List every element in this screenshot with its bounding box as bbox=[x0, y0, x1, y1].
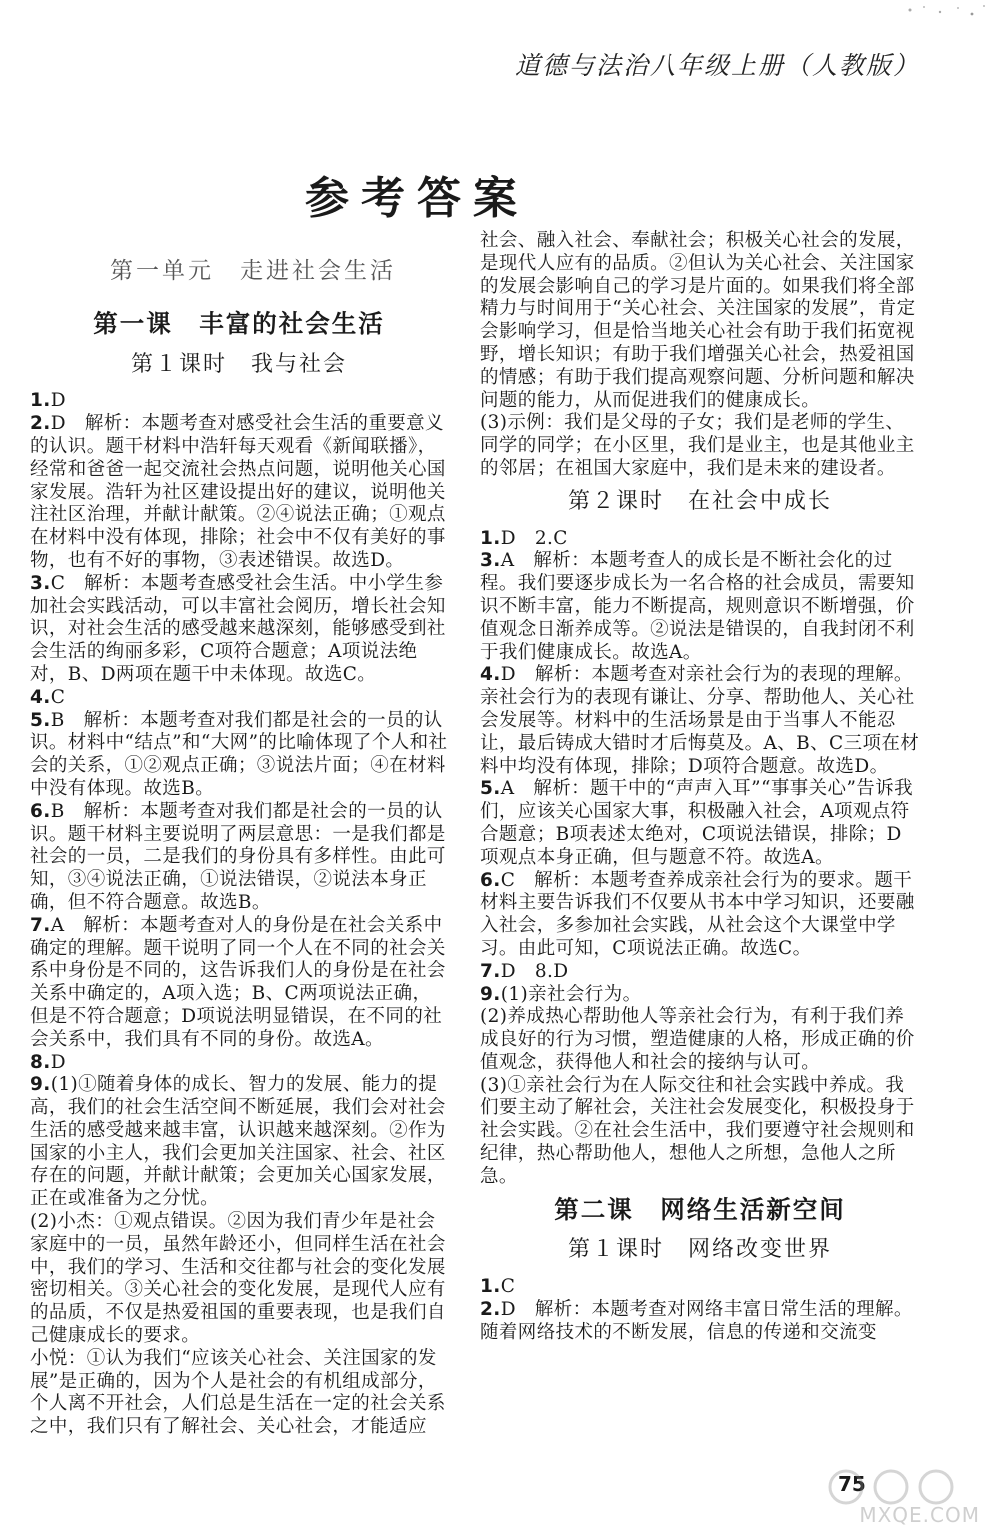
answer-number: 6. bbox=[480, 869, 501, 891]
answer-text: (1)亲社会行为。 bbox=[500, 983, 642, 1005]
answer-item bbox=[30, 687, 448, 710]
answer-number: 9. bbox=[480, 983, 501, 1005]
answer-number: 2. bbox=[30, 413, 51, 435]
answer-text: A 解析：本题考查人的成长是不断社会化的过程。我们要逐步成长为一名合格的社会成员，需要知识不断丰富，能力不断提高，规则意识不断增强，价值观念日渐养成等。②说法是错误的，自我封闭不利于我们健康成长。故选A。 bbox=[480, 550, 915, 663]
answer-paragraph: 小悦：①认为我们“应该关心社会、关注国家的发展”是正确的，因为个人是社会的有机组成部分，个人离不开社会，人们总是生活在一定的社会关系之中，我们只有了解社会、关心社会，才能适应 bbox=[30, 1347, 446, 1438]
answer-item bbox=[30, 710, 448, 801]
answer-item bbox=[30, 573, 448, 687]
answer-number: 3. bbox=[480, 550, 501, 572]
answer-text: (1)①随着身体的成长、智力的发展、能力的提高，我们的社会生活空间不断延展，我们会对社会生活的感受越来越丰富，认识越来越深刻。②作为国家的小主人，我们会更加关注国家、社会、社区存在的问题，并献计献策；会更加关心国家发展，正在或准备为之分忧。 bbox=[30, 1074, 446, 1210]
answer-text: D 解析：本题考查对亲社会行为的表现的理解。亲社会行为的表现有谦让、分享、帮助他人、关心社会发展等。材料中的生活场景是由于当事人不能忍让，最后铸成大错时才后悔莫及。A、B、C三项在材料中均没有体现，排除；D项符合题意。故选D。 bbox=[480, 664, 920, 777]
answer-item bbox=[30, 390, 448, 413]
answer-number: 6. bbox=[30, 800, 51, 822]
answer-text: C bbox=[500, 1276, 516, 1298]
answer-number: 5. bbox=[30, 709, 51, 731]
answer-text: A 解析：题干中的“声声入耳”“事事关心”告诉我们，应该关心国家大事，积极融入社会，A项观点符合题意；B项表述太绝对，C项说法错误，排除；D项观点本身正确，但与题意不符。故选A。 bbox=[480, 778, 913, 868]
answer-paragraph: (3)①亲社会行为在人际交往和社会实践中养成。我们要主动了解社会，关注社会发展变化，积极投身于社会实践。②在社会生活中，我们要遵守社会规则和纪律，热心帮助他人，想他人之所想，急他人之所急。 bbox=[480, 1074, 915, 1187]
answer-number: 1. bbox=[480, 527, 501, 549]
answer-text: D 解析：本题考查对网络丰富日常生活的理解。随着网络技术的不断发展，信息的传递和交流变 bbox=[480, 1299, 913, 1343]
scan-noise-decoration bbox=[900, 2, 990, 22]
answer-number: 4. bbox=[30, 686, 51, 708]
watermark-text: MXQE.COM bbox=[859, 1503, 980, 1527]
answer-number: 8. bbox=[30, 1051, 51, 1073]
page-number: 75 bbox=[838, 1472, 866, 1496]
answer-item bbox=[480, 778, 920, 869]
left-column bbox=[30, 250, 448, 1439]
answer-item bbox=[480, 1276, 920, 1299]
answer-number: 5. bbox=[480, 778, 501, 800]
answer-text: B 解析：本题考查对我们都是社会的一员的认识。题干材料主要说明了两层意思：一是我们都是社会的一员，二是我们的身份具有多样性。由此可知，③④说法正确，①说法错误，②说法本身正确，但不符合题意。故选B。 bbox=[30, 800, 446, 913]
answer-item bbox=[480, 984, 920, 1007]
book-header-title: 道德与法治八年级上册（人教版） bbox=[514, 51, 920, 80]
answer-item bbox=[30, 801, 448, 915]
lesson-title: 第一课 丰富的社会生活 bbox=[93, 308, 385, 338]
answer-text: C 解析：本题考查养成亲社会行为的要求。题干材料主要告诉我们不仅要从书本中学习知识，还要融入社会，多参加社会实践，从社会这个大课堂中学习。由此可知，C项说法正确。故选C。 bbox=[480, 869, 915, 959]
right-column-content bbox=[480, 230, 920, 1345]
answer-text: D 解析：本题考查对感受社会生活的重要意义的认识。题干材料中浩轩每天观看《新闻联播》，经常和爸爸一起交流社会热点问题，说明他关心国家发展。浩轩为社区建设提出好的建议，说明他关注社区治理，并献计献策。②④说法正确；①观点在材料中没有体现，排除；社会中不仅有美好的事物，也有不好的事物，③表述错误。故选D。 bbox=[30, 413, 446, 571]
answer-number: 9. bbox=[30, 1074, 51, 1096]
answer-number: 1. bbox=[480, 1276, 501, 1298]
answer-paragraph: (2)小杰：①观点错误。②因为我们青少年是社会家庭中的一员，虽然年龄还小，但同样生活在社会中，我们的学习、生活和交往都与社会的变化发展密切相关。③关心社会的变化发展，是现代人应有的品质，不仅是热爱祖国的重要表现，也是我们自己健康成长的要求。 bbox=[30, 1211, 446, 1347]
answer-paragraph: (2)养成热心帮助他人等亲社会行为，有利于我们养成良好的行为习惯，塑造健康的人格，形成正确的价值观念，获得他人和社会的接纳与认可。 bbox=[480, 1006, 915, 1073]
answer-number: 3. bbox=[30, 572, 51, 594]
answer-item bbox=[30, 915, 448, 1052]
answer-item bbox=[480, 961, 920, 984]
watermark-logo bbox=[816, 1465, 986, 1527]
right-column bbox=[480, 230, 920, 1345]
answer-text: C 解析：本题考查感受社会生活。中小学生参加社会实践活动，可以丰富社会阅历，增长社会知识，对社会生活的感受越来越深刻，能够感受到社会生活的绚丽多彩，C项符合题意；A项说法绝对，B、D两项在题干中未体现。故选C。 bbox=[30, 572, 446, 685]
answer-item bbox=[480, 870, 920, 961]
answer-item bbox=[30, 1074, 448, 1211]
answer-text: D 2.C bbox=[500, 527, 568, 549]
answer-number: 7. bbox=[30, 914, 51, 936]
answer-item bbox=[480, 664, 920, 778]
unit-title: 第一单元 走进社会生活 bbox=[110, 258, 396, 284]
left-column-content bbox=[30, 308, 448, 1439]
answer-text: D 8.D bbox=[500, 960, 569, 982]
answer-number: 1. bbox=[30, 390, 51, 412]
answer-text: A 解析：本题考查对人的身份是在社会关系中确定的理解。题干说明了同一个人在不同的社会关系中身份是不同的，这告诉我们人的身份是在社会关系中确定的，A项入选；B、C两项说法正确，但是不符合题意；D项说法明显错误，在不同的社会关系中，我们具有不同的身份。故选A。 bbox=[30, 914, 446, 1050]
answer-number: 4. bbox=[480, 664, 501, 686]
session-title: 第１课时 网络改变世界 bbox=[567, 1237, 832, 1263]
answer-text: D bbox=[50, 390, 66, 412]
answer-number: 7. bbox=[480, 960, 501, 982]
answer-item bbox=[480, 550, 920, 664]
answer-item bbox=[480, 528, 920, 551]
lesson-title: 第二课 网络生活新空间 bbox=[554, 1194, 846, 1224]
answer-item bbox=[30, 413, 448, 573]
answer-text: C bbox=[50, 686, 66, 708]
answer-paragraph: (3)示例：我们是父母的子女；我们是老师的学生、同学的同学；在小区里，我们是业主，也是其他业主的邻居；在祖国大家庭中，我们是未来的建设者。 bbox=[480, 412, 915, 479]
page-title: 参考答案 bbox=[305, 173, 529, 224]
answer-text: B 解析：本题考查对我们都是社会的一员的认识。材料中“结点”和“大网”的比喻体现了个人和社会的关系，①②观点正确；③说法片面；④在材料中没有体现。故选B。 bbox=[30, 709, 448, 799]
answer-paragraph: 社会、融入社会、奉献社会；积极关心社会的发展，是现代人应有的品质。②但认为关心社会、关注国家的发展会影响自己的学习是片面的。如果我们将全部精力与时间用于“关心社会、关注国家的发展”，肯定会影响学习，但是恰当地关心社会有助于我们拓宽视野，增长知识；有助于我们增强关心社会，热爱祖国的情感；有助于我们提高观察问题、分析问题和解决问题的能力，从而促进我们的健康成长。 bbox=[480, 230, 916, 411]
session-title: 第１课时 我与社会 bbox=[130, 351, 347, 377]
answer-item bbox=[480, 1299, 920, 1345]
answer-item bbox=[30, 1052, 448, 1075]
answer-text: D bbox=[50, 1051, 66, 1073]
answer-number: 2. bbox=[480, 1299, 501, 1321]
session-title: 第２课时 在社会中成长 bbox=[567, 488, 832, 514]
